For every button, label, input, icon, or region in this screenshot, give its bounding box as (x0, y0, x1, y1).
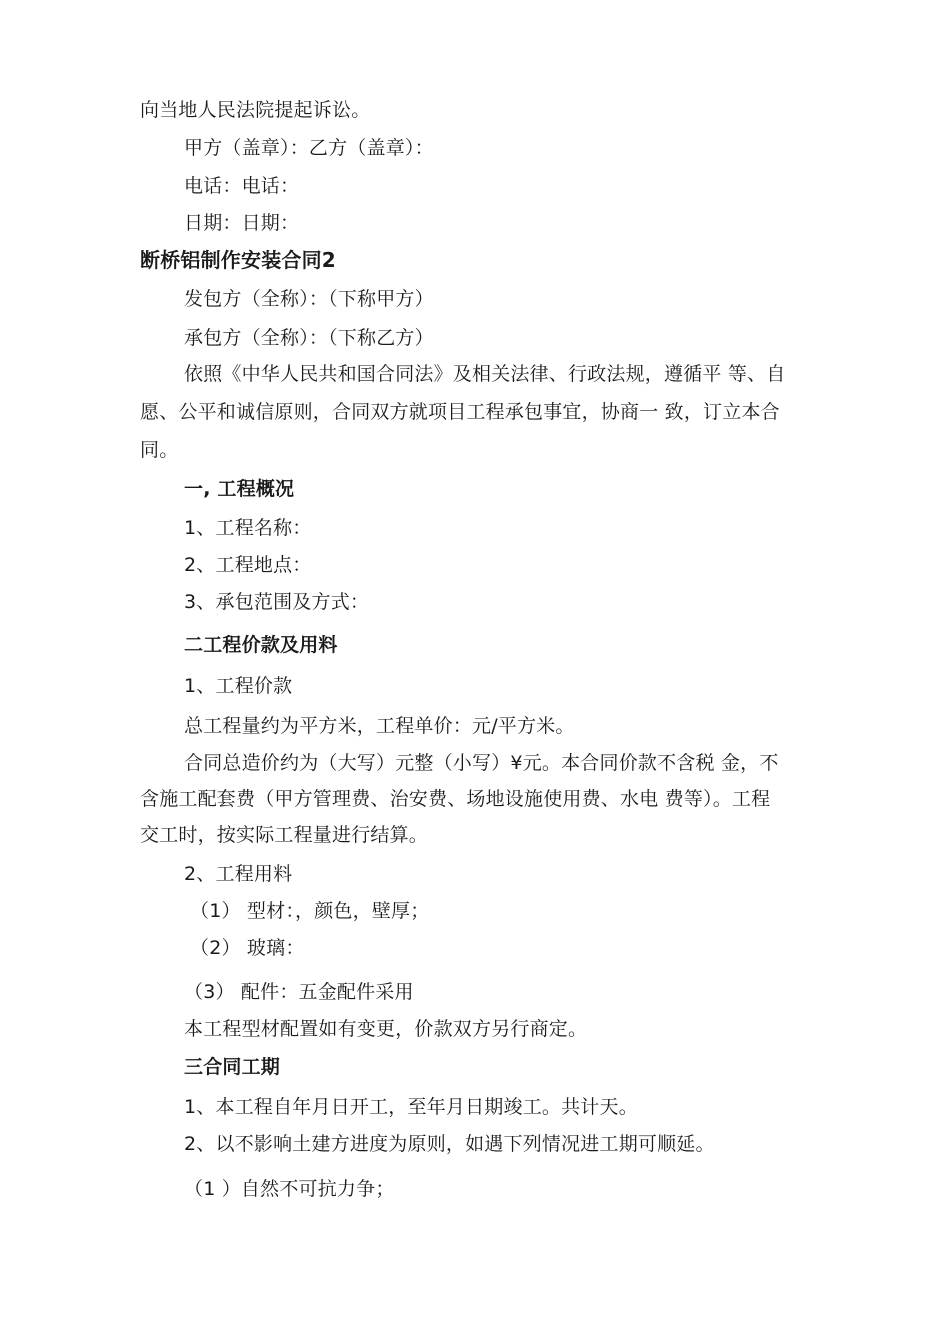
text-line-config-change: 本工程型材配置如有变更，价款双方另行商定。 (184, 1018, 588, 1040)
text-line-scope: 3、承包范围及方式： (184, 591, 370, 613)
text-line-materials-heading: 2、工程用料 (184, 863, 293, 885)
text-line-lawsuit: 向当地人民法院提起诉讼。 (140, 99, 371, 121)
text-line-total-price-3: 交工时，按实际工程量进行结算。 (140, 824, 429, 846)
text-line-total-price-1: 合同总造价约为（大写）元整（小写）¥元。本合同价款不含税 金，不 (184, 752, 779, 774)
text-line-quantity: 总工程量约为平方米，工程单价：元/平方米。 (184, 715, 575, 737)
text-line-profile: （1） 型材：，颜色，壁厚； (190, 900, 430, 922)
text-line-project-location: 2、工程地点： (184, 554, 312, 576)
text-line-total-price-2: 含施工配套费（甲方管理费、治安费、场地设施使用费、水电 费等）。工程 (140, 788, 771, 810)
section-heading-schedule: 三合同工期 (184, 1056, 281, 1078)
text-line-phones: 电话：电话： (184, 175, 300, 197)
text-line-employer: 发包方（全称）：（下称甲方） (184, 288, 434, 310)
text-line-glass: （2） 玻璃： (190, 937, 305, 959)
text-line-dates: 日期：日期： (184, 212, 300, 234)
section-heading-overview: 一, 工程概况 (184, 478, 295, 500)
text-line-project-name: 1、工程名称： (184, 517, 312, 539)
section-heading-price: 二工程价款及用料 (184, 634, 338, 656)
text-line-start-end: 1、本工程自年月日开工，至年月日期竣工。共计天。 (184, 1096, 638, 1118)
contract-title: 断桥铝制作安装合同2 (140, 248, 336, 272)
text-line-contractor: 承包方（全称）：（下称乙方） (184, 327, 434, 349)
text-line-fittings: （3） 配件：五金配件采用 (184, 981, 414, 1003)
text-line-preamble-3: 同。 (140, 439, 179, 461)
text-line-preamble-1: 依照《中华人民共和国合同法》及相关法律、行政法规，遵循平 等、自 (184, 363, 786, 385)
text-line-party-seals: 甲方（盖章）：乙方（盖章）： (184, 137, 434, 159)
text-line-force-majeure: （1 ）自然不可抗力争； (184, 1178, 395, 1200)
text-line-price-heading: 1、工程价款 (184, 675, 293, 697)
text-line-extension: 2、以不影响土建方进度为原则，如遇下列情况进工期可顺延。 (184, 1133, 715, 1155)
text-line-preamble-2: 愿、公平和诚信原则，合同双方就项目工程承包事宜，协商一 致，订立本合 (140, 401, 780, 423)
